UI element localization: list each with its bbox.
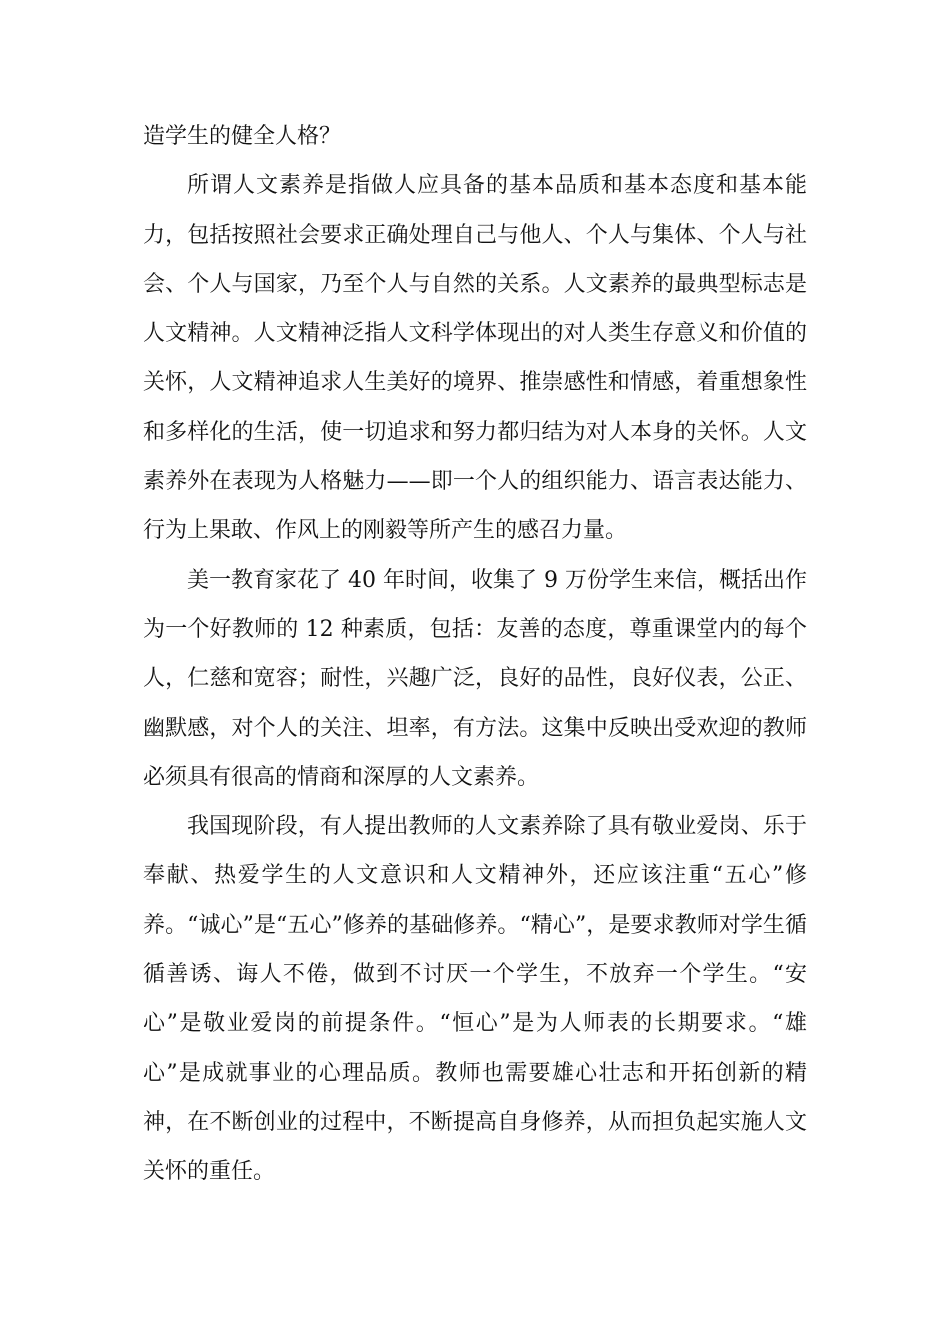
paragraph-2: 所谓人文素养是指做人应具备的基本品质和基本态度和基本能力，包括按照社会要求正确处理自己与他人、个人与集体、个人与社会、个人与国家，乃至个人与自然的关系。人文素养的最典型标志是人文精神。人文精神泛指人文科学体现出的对人类生存意义和价值的关怀，人文精神追求人生美好的境界、推崇感性和情感，着重想象性和多样化的生活，使一切追求和努力都归结为对人本身的关怀。人文素养外在表现为人格魅力——即一个人的组织能力、语言表达能力、行为上果敢、作风上的刚毅等所产生的感召力量。 — [143, 173, 807, 544]
document-body — [143, 112, 807, 1197]
paragraph-1: 造学生的健全人格？ — [143, 124, 342, 149]
paragraph-4: 我国现阶段，有人提出教师的人文素养除了具有敬业爱岗、乐于奉献、热爱学生的人文意识和人文精神外，还应该注重“五心”修养。“诚心”是“五心”修养的基础修养。“精心”，是要求教师对学生循循善诱、诲人不倦，做到不讨厌一个学生，不放弃一个学生。“安心”是敬业爱岗的前提条件。“恒心”是为人师表的长期要求。“雄心”是成就事业的心理品质。教师也需要雄心壮志和开拓创新的精神，在不断创业的过程中，不断提高自身修养，从而担负起实施人文关怀的重任。 — [143, 814, 807, 1185]
paragraph-3: 美一教育家花了 40 年时间，收集了 9 万份学生来信，概括出作为一个好教师的 12 种素质，包括：友善的态度，尊重课堂内的每个人，仁慈和宽容；耐性，兴趣广泛，良好的品性，良好仪表，公正、幽默感，对个人的关注、坦率，有方法。这集中反映出受欢迎的教师必须具有很高的情商和深厚的人文素养。 — [143, 567, 807, 790]
